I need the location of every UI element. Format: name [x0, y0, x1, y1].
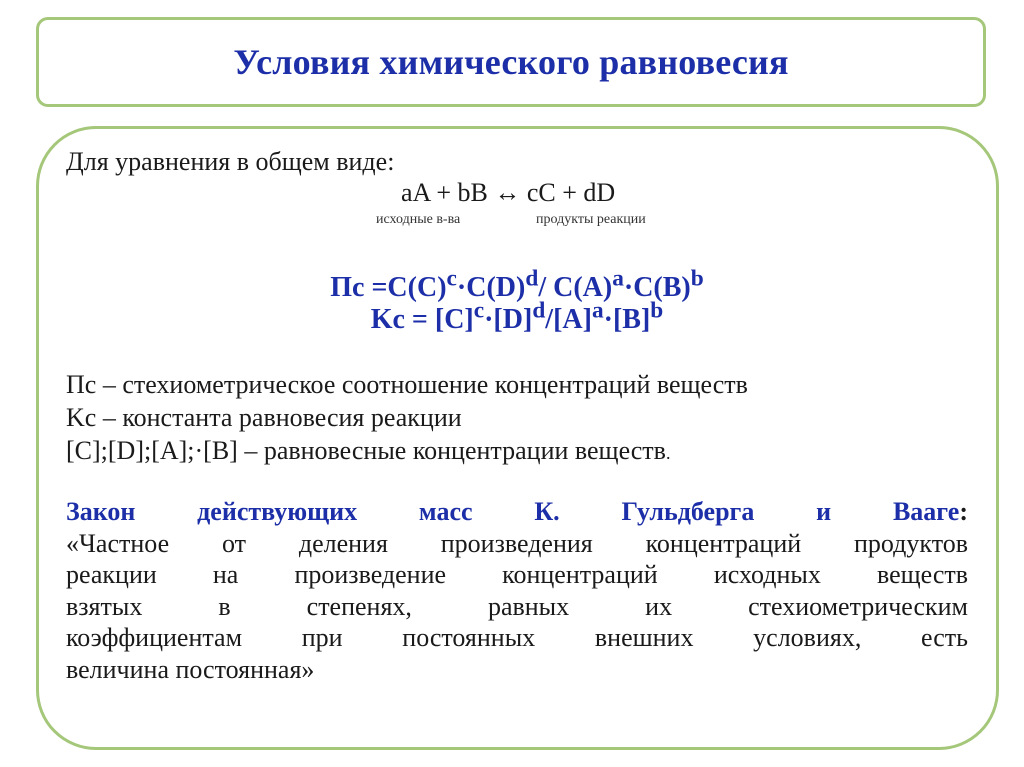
intro-text: Для уравнения в общем виде:	[66, 147, 395, 176]
pc-formula-part: Пc $=C(C)^c\cdot C(D)^d/$ $C(A)^a\cdot C(B)^b$	[330, 266, 704, 304]
concentration-definition-end: .	[665, 443, 671, 463]
page-title: Условия химического равновесия	[233, 42, 789, 82]
products-label: продукты реакции	[536, 212, 646, 227]
kc-formula-part: $Kc = [C]^c\cdot[D]^d/[A]^a\cdot[B]^b$	[370, 298, 664, 336]
concentration-definition-text: [C];[D];[A];·[B] – равновесные концентрации веществ	[66, 436, 666, 465]
concentration-definition	[66, 434, 968, 470]
law-line-4: коэффициентам при постоянных внешних условиях, есть	[66, 623, 968, 652]
general-equation: aA + bB ↔ cC + dD	[401, 178, 616, 207]
law-line-2: реакции на произведение концентраций исходных веществ	[66, 560, 968, 589]
law-block	[66, 496, 968, 685]
kc-definition: Kc – константа равновесия реакции	[66, 403, 462, 432]
content-inner	[66, 146, 968, 684]
definitions	[66, 368, 968, 470]
law-title: Закон действующих масс К. Гульдберга и Вааге	[66, 497, 960, 526]
kc-formula	[66, 295, 968, 336]
pc-definition: Пc – стехиометрическое соотношение концентраций веществ	[66, 370, 748, 399]
law-heading	[66, 496, 968, 528]
title-box	[36, 17, 986, 107]
law-colon: :	[959, 497, 968, 526]
reactants-label: исходные в-ва	[376, 212, 461, 227]
content-box	[36, 126, 999, 750]
law-line-5: величина постоянная»	[66, 654, 315, 684]
law-line-3: взятых в степенях, равных их стехиометрическим	[66, 591, 968, 621]
law-line-1: «Частное от деления произведения концентраций продуктов	[66, 528, 968, 558]
